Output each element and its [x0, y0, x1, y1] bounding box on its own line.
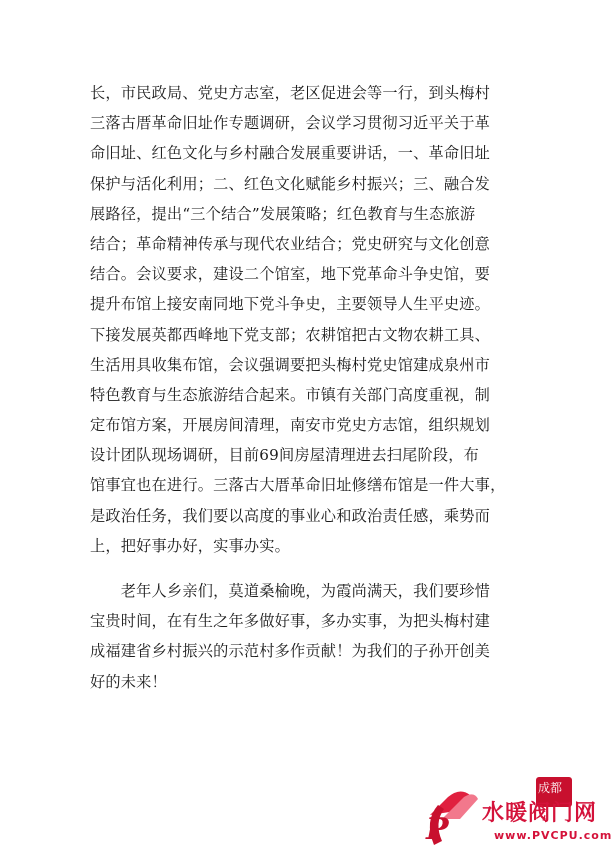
- watermark-badge-text: 成都: [538, 781, 563, 795]
- text-line: 保护与活化利用；二、红色文化赋能乡村振兴；三、融合发: [90, 174, 491, 193]
- text-line: 馆事宜也在进行。三落古大厝革命旧址修缮布馆是一件大事，: [90, 476, 506, 495]
- text-line: 展路径，提出“三个结合”发展策略；红色教育与生态旅游: [90, 204, 476, 223]
- text-line: 长，市民政局、党史方志室，老区促进会等一行，到头梅村: [90, 84, 491, 102]
- text-line: 三落古厝革命旧址作专题调研，会议学习贯彻习近平关于革: [90, 114, 491, 133]
- text-line: 上，把好事办好，实事办实。: [90, 536, 291, 555]
- text-line: 定布馆方案，开展房间清理，南安市党史方志馆，组织规划: [90, 416, 491, 435]
- text-line: 结合。会议要求，建设二个馆室，地下党革命斗争史馆，要: [90, 265, 491, 284]
- text-line: 命旧址、红色文化与乡村融合发展重要讲话，一、革命旧址: [90, 144, 491, 163]
- text-line: 设计团队现场调研，目前69间房屋清理进去扫尾阶段，布: [90, 446, 480, 465]
- text-line: 好的未来！: [90, 672, 167, 691]
- text-line: 结合；革命精神传承与现代农业结合；党史研究与文化创意: [90, 234, 491, 253]
- document-body: [90, 78, 530, 697]
- text-line: 老年人乡亲们，莫道桑榆晚，为霞尚满天，我们要珍惜: [90, 582, 491, 600]
- pv-logo-icon: [420, 775, 482, 847]
- site-watermark: [420, 775, 612, 849]
- text-line: 特色教育与生态旅游结合起来。市镇有关部门高度重视，制: [90, 385, 491, 404]
- text-line: 生活用具收集布馆，会议强调要把头梅村党史馆建成泉州市: [90, 355, 491, 374]
- text-line: 提升布馆上接安南同地下党斗争史，主要领导人生平史迹。: [90, 295, 491, 314]
- svg-text:P: P: [426, 812, 449, 847]
- text-line: 成福建省乡村振兴的示范村多作贡献！为我们的子孙开创美: [90, 642, 491, 661]
- watermark-url: www.PVCPU.com: [494, 829, 612, 842]
- text-line: 是政治任务，我们要以高度的事业心和政治责任感，乘势而: [90, 506, 491, 525]
- paragraph-gap: [90, 561, 530, 576]
- watermark-title: 水暖阀门网: [482, 801, 598, 826]
- text-line: 宝贵时间，在有生之年多做好事，多办实事，为把头梅村建: [90, 612, 491, 631]
- text-line: 下接发展英都西峰地下党支部；农耕馆把古文物农耕工具、: [90, 325, 491, 344]
